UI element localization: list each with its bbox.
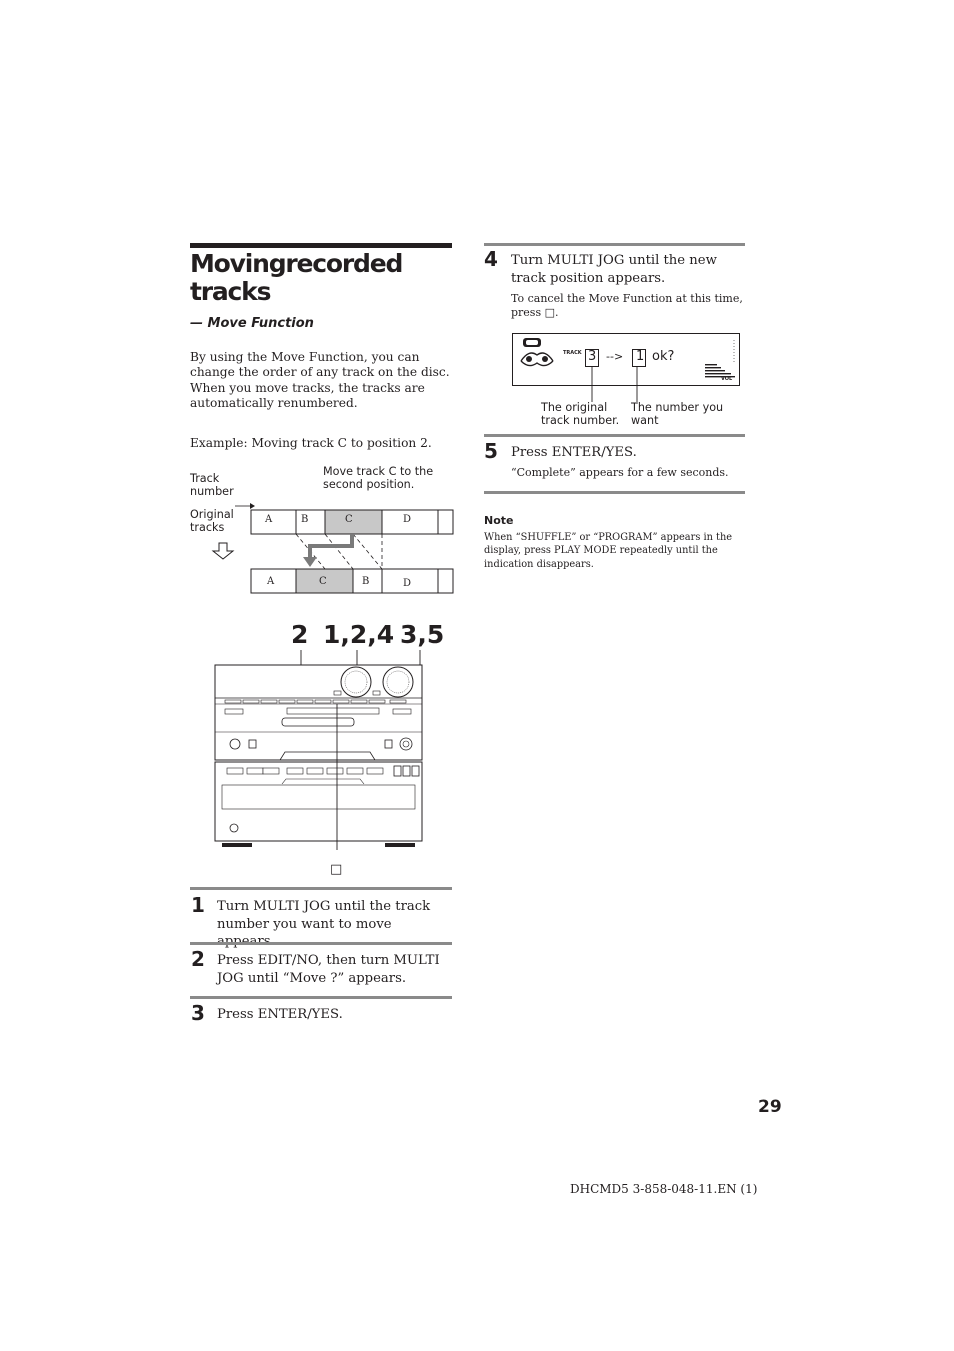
steps-end-rule bbox=[484, 491, 745, 494]
page-title: Movingrecorded tracks bbox=[190, 249, 403, 306]
pointer-arrowhead bbox=[250, 503, 255, 509]
step2-number: 2 bbox=[191, 947, 205, 971]
step3-text: Press ENTER/YES. bbox=[217, 1007, 343, 1022]
page-subtitle: — Move Function bbox=[190, 316, 314, 331]
callout-left: 2 bbox=[291, 620, 309, 649]
note-text: When “SHUFFLE” or “PROGRAM” appears in the display, press PLAY MODE repeatedly until the indication disappears. bbox=[484, 532, 733, 570]
orig-cell-d: D bbox=[403, 514, 412, 525]
step4-number: 4 bbox=[484, 247, 498, 271]
step5-rule bbox=[484, 434, 745, 437]
track-c-highlight bbox=[325, 510, 382, 534]
step4-text: Turn MULTI JOG until the new track position appears. bbox=[511, 253, 717, 286]
new-cell-d: D bbox=[403, 578, 412, 589]
doc-code: DHCMD5 3-858-048-11.EN (1) bbox=[570, 1182, 758, 1196]
step4-subtext: To cancel the Move Function at this time, press □. bbox=[511, 292, 743, 319]
display-caption-new: The number you want bbox=[631, 401, 724, 427]
original-tracks-label: Original tracks bbox=[190, 508, 234, 534]
orig-cell-b: B bbox=[301, 514, 309, 525]
lcd-ok: ok? bbox=[652, 349, 675, 364]
step5-number: 5 bbox=[484, 439, 498, 463]
multi-jog-dial bbox=[341, 667, 371, 697]
orig-cell-c: C bbox=[345, 514, 353, 525]
step3-number: 3 bbox=[191, 1001, 205, 1025]
callout-right: 3,5 bbox=[400, 620, 445, 649]
orig-cell-a: A bbox=[265, 514, 273, 525]
example-text: Example: Moving track C to position 2. bbox=[190, 436, 432, 450]
down-arrow-icon bbox=[213, 543, 233, 559]
volume-dial bbox=[383, 667, 413, 697]
callout-middle: 1,2,4 bbox=[323, 620, 395, 649]
new-cell-a: A bbox=[267, 576, 275, 587]
page-number: 29 bbox=[758, 1097, 782, 1117]
step2-rule bbox=[190, 942, 452, 945]
lcd-from-value: 3 bbox=[588, 349, 597, 364]
stop-button-label: □ bbox=[330, 862, 343, 877]
step2-text: Press EDIT/NO, then turn MULTI JOG until “Move ?” appears. bbox=[217, 953, 440, 986]
move-label: Move track C to the second position. bbox=[323, 465, 434, 491]
display-callout-lines bbox=[585, 366, 645, 402]
step3-rule bbox=[190, 996, 452, 999]
new-cell-c: C bbox=[319, 576, 327, 587]
lcd-to-value: 1 bbox=[636, 349, 645, 364]
lcd-track-label: TRACK bbox=[563, 350, 582, 356]
note-heading: Note bbox=[484, 514, 514, 527]
step4-rule bbox=[484, 243, 745, 246]
lcd-arrow: --> bbox=[606, 350, 624, 363]
title-rule bbox=[190, 243, 452, 248]
display-caption-original: The original track number. bbox=[541, 401, 620, 427]
step1-number: 1 bbox=[191, 893, 205, 917]
volume-meter bbox=[703, 338, 737, 380]
stereo-unit-illustration bbox=[210, 648, 442, 850]
step1-rule bbox=[190, 887, 452, 890]
intro-paragraph: By using the Move Function, you can change the order of any track on the disc. When you move tracks, the tracks are automatically renumbered. bbox=[190, 350, 450, 410]
lcd-vol-label: VOL bbox=[721, 376, 733, 382]
step5-subtext: “Complete” appears for a few seconds. bbox=[511, 466, 729, 479]
step5-text: Press ENTER/YES. bbox=[511, 445, 637, 460]
disc-slot bbox=[282, 718, 354, 726]
track-number-label: Track number bbox=[190, 472, 234, 498]
new-cell-b: B bbox=[362, 576, 370, 587]
move-arrow bbox=[310, 534, 352, 559]
step1-text: Turn MULTI JOG until the track number you want to move bbox=[217, 899, 431, 932]
disc-icon bbox=[517, 337, 557, 373]
